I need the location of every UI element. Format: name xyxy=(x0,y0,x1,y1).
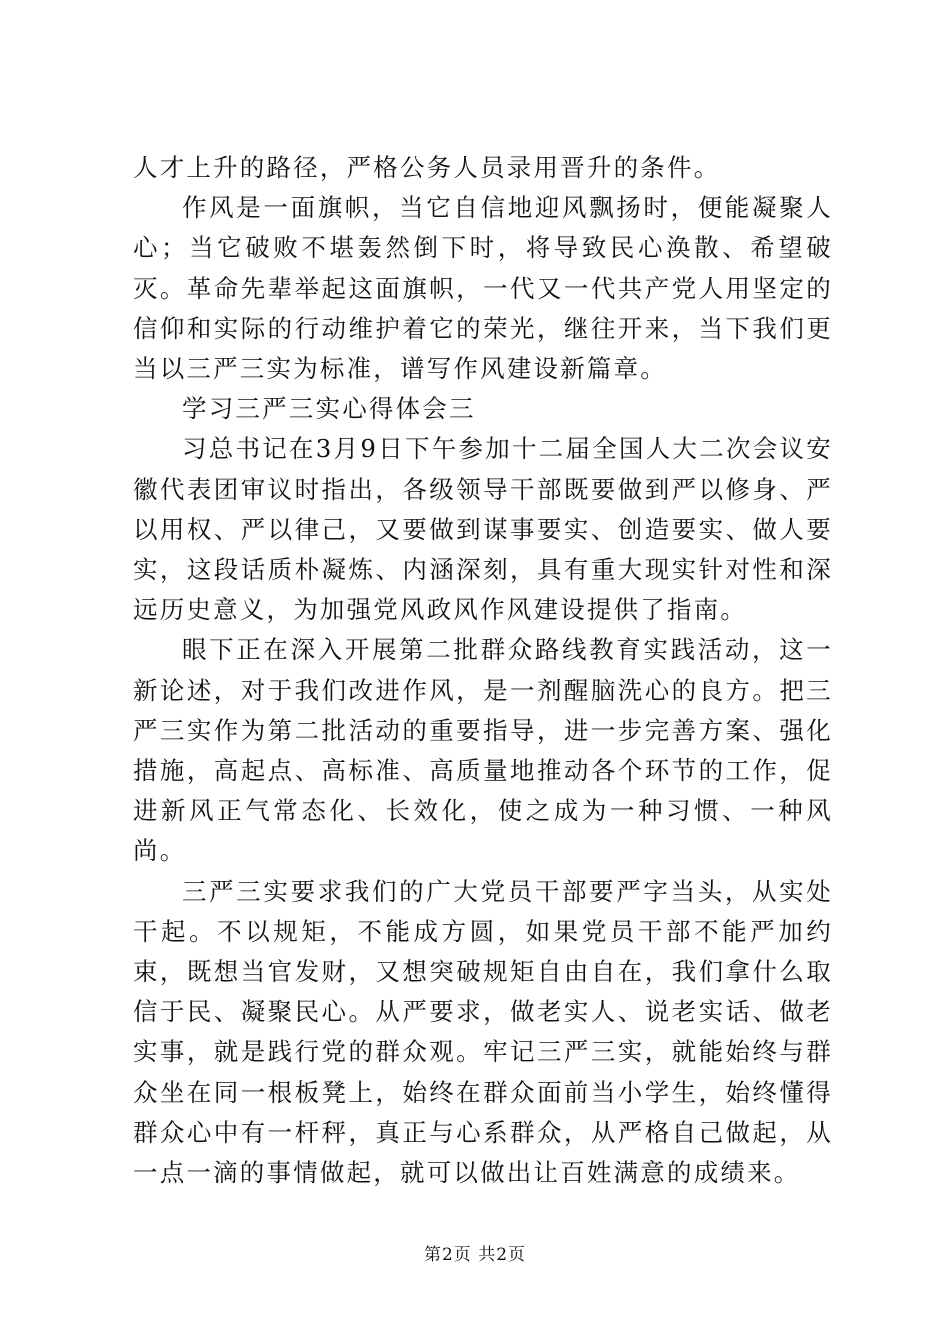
paragraph-strict-and-practical: 三严三实要求我们的广大党员干部要严字当头，从实处干起。不以规矩，不能成方圆，如果党员干部不能严加约束，既想当官发财，又想突破规矩自由自在，我们拿什么取信于民、凝聚民心。从严要求，做老实人、说老实话、做老实事，就是践行党的群众观。牢记三严三实，就能始终与群众坐在同一根板凳上，始终在群众面前当小学生，始终懂得群众心中有一杆秤，真正与心系群众，从严格自己做起，从一点一滴的事情做起，就可以做出让百姓满意的成绩来。 xyxy=(133,876,833,1188)
page-footer: 第2页 共2页 xyxy=(423,1245,527,1265)
section-heading: 学习三严三实心得体会三 xyxy=(182,394,476,424)
paragraph-mass-line-activity: 眼下正在深入开展第二批群众路线教育实践活动，这一新论述，对于我们改进作风，是一剂醒脑洗心的良方。把三严三实作为第二批活动的重要指导，进一步完善方案、强化措施，高起点、高标准、高质量地推动各个环节的工作，促进新风正气常态化、长效化，使之成为一种习惯、一种风尚。 xyxy=(133,635,833,866)
paragraph-xi-remarks: 习总书记在3月9日下午参加十二届全国人大二次会议安徽代表团审议时指出，各级领导干部既要做到严以修身、严以用权、严以律己，又要做到谋事要实、创造要实、做人要实，这段话质朴凝炼、内涵深刻，具有重大现实针对性和深远历史意义，为加强党风政风作风建设提供了指南。 xyxy=(133,434,833,625)
paragraph-continuation: 人才上升的路径，严格公务人员录用晋升的条件。 xyxy=(133,153,721,182)
document-body xyxy=(133,148,833,1193)
paragraph-style-flag: 作风是一面旗帜，当它自信地迎风飘扬时，便能凝聚人心；当它破败不堪轰然倒下时，将导致民心涣散、希望破灭。革命先辈举起这面旗帜，一代又一代共产党人用坚定的信仰和实际的行动维护着它的荣光，继往开来，当下我们更当以三严三实为标准，谱写作风建设新篇章。 xyxy=(133,193,833,384)
